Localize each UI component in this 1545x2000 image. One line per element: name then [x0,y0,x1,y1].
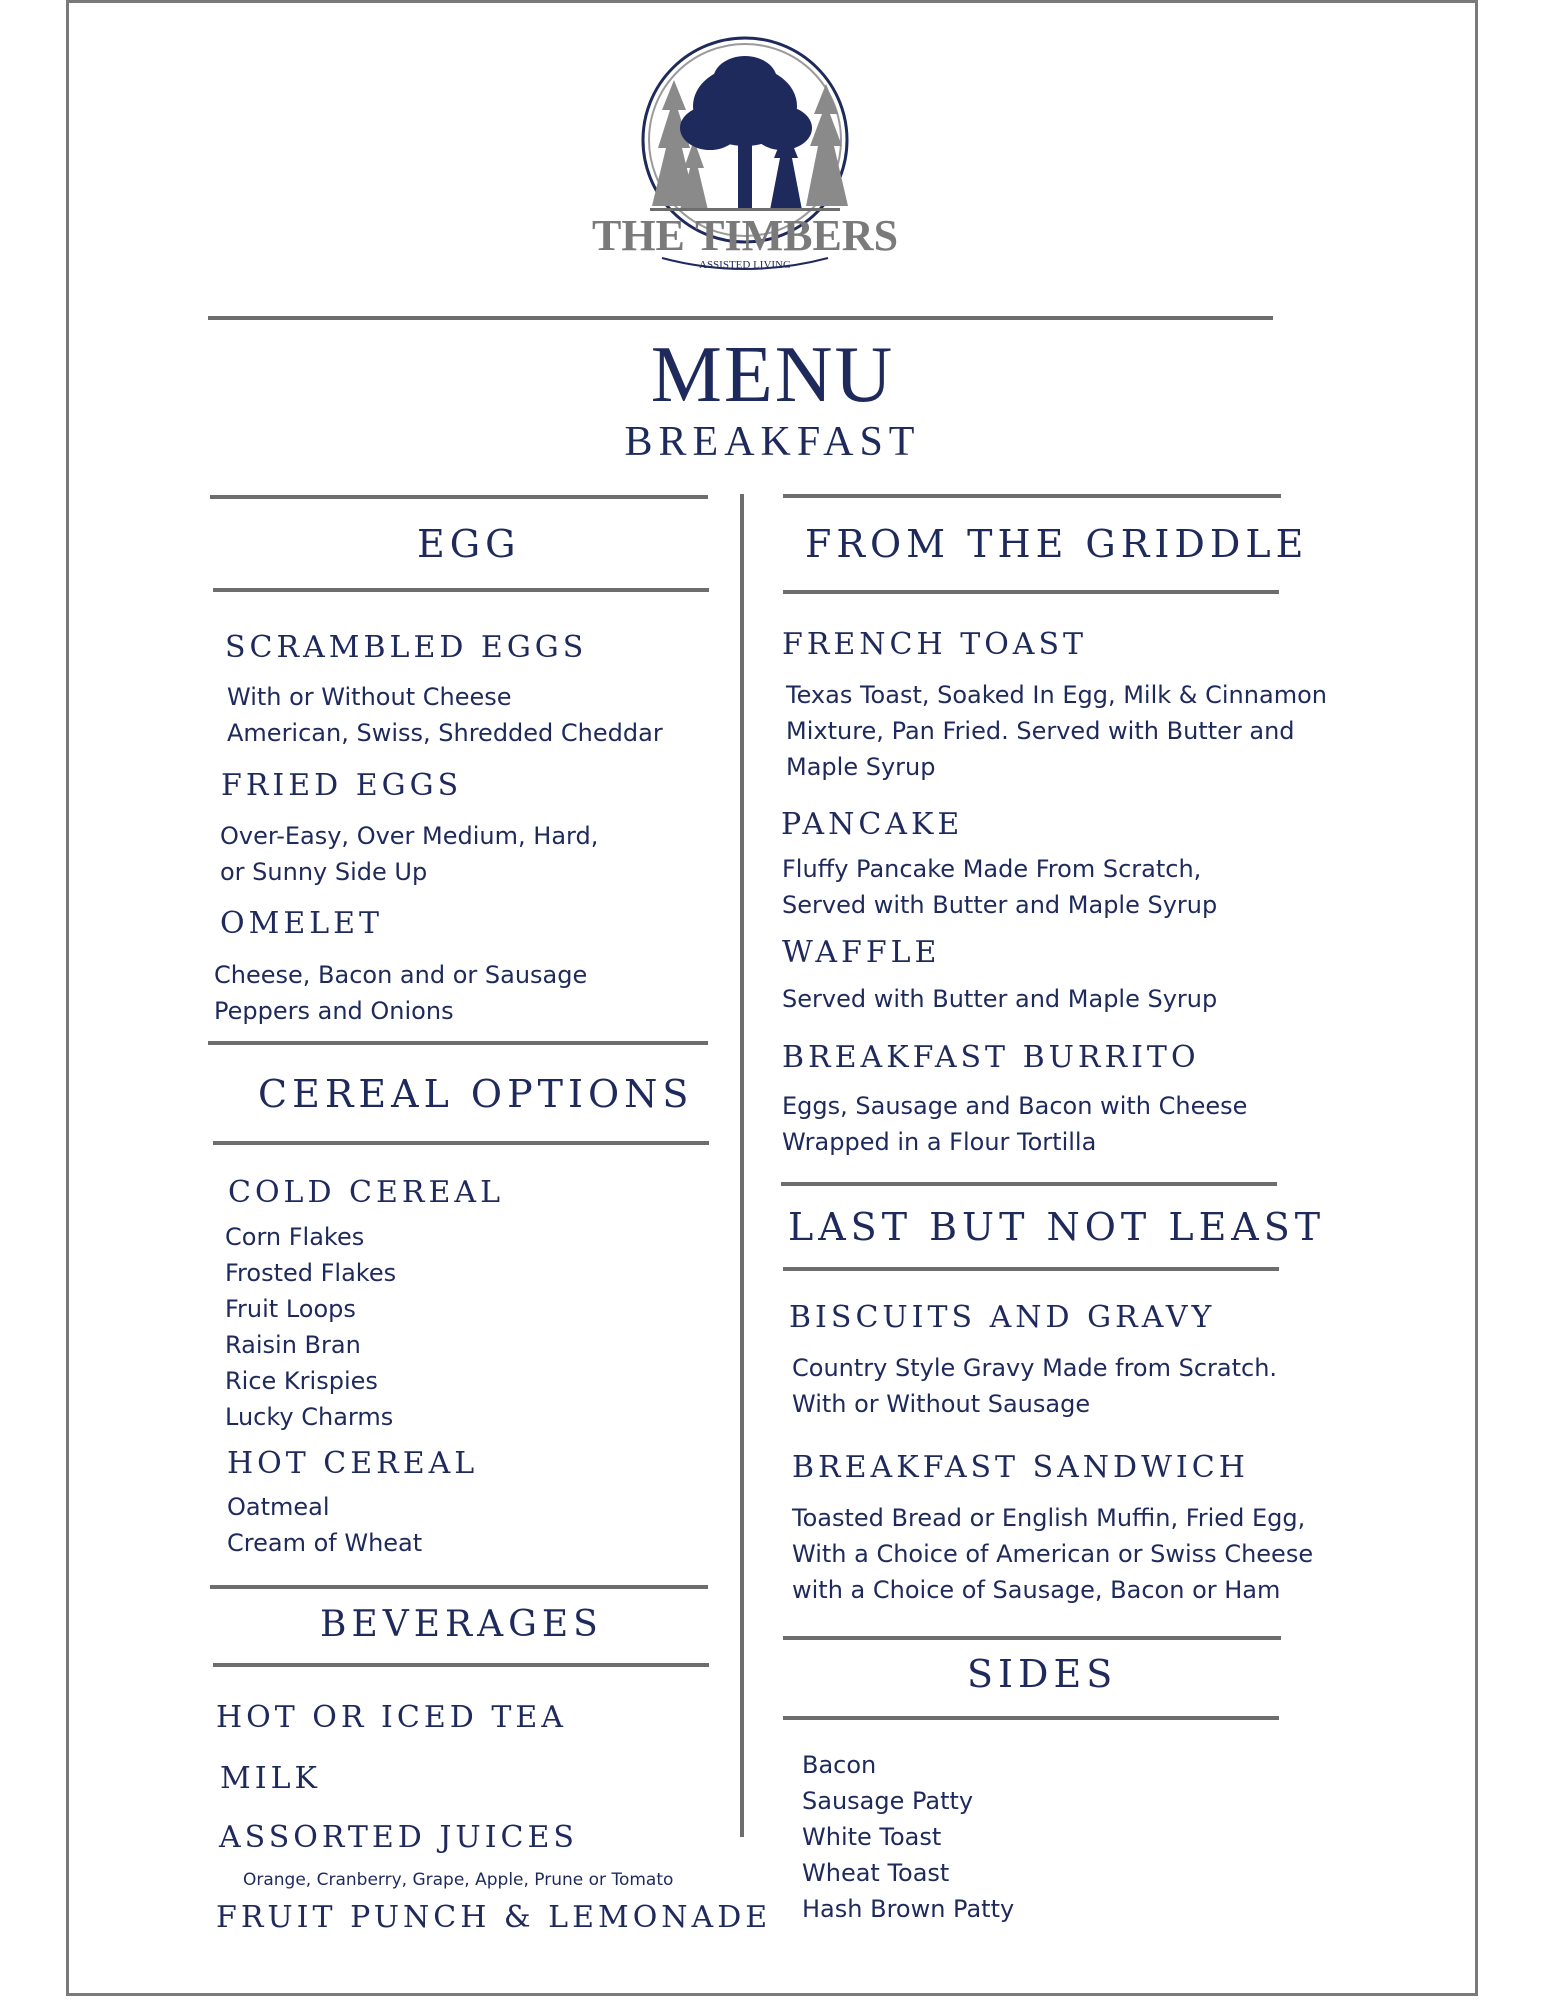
sides-list [802,1747,1014,1927]
side-item: Hash Brown Patty [802,1895,1015,1923]
side-item: Wheat Toast [802,1859,950,1887]
beverage-milk: MILK [220,1761,321,1796]
item-title-hot-cereal: HOT CEREAL [227,1446,479,1481]
desc-line: Mixture, Pan Fried. Served with Butter and [786,717,1295,745]
cereal-item: Corn Flakes [225,1223,365,1251]
beverage-assorted-juices: ASSORTED JUICES [219,1820,578,1855]
item-desc-waffle [782,981,1217,1017]
side-item: Bacon [802,1751,877,1779]
griddle-top-rule [783,494,1281,498]
desc-line: American, Swiss, Shredded Cheddar [227,719,663,747]
header-divider [208,316,1273,320]
desc-line: With or Without Sausage [792,1390,1091,1418]
desc-line: Toasted Bread or English Muffin, Fried Egg, [792,1504,1306,1532]
desc-line: Eggs, Sausage and Bacon with Cheese [782,1092,1248,1120]
desc-line: With a Choice of American or Swiss Cheese [792,1540,1314,1568]
desc-line: Fluffy Pancake Made From Scratch, [782,855,1202,883]
logo-tagline: ASSISTED LIVING [699,259,791,271]
juice-note: Orange, Cranberry, Grape, Apple, Prune or Tomato [243,1870,674,1890]
item-title-waffle: WAFFLE [782,935,941,970]
side-item: White Toast [802,1823,942,1851]
desc-line: Peppers and Onions [214,997,454,1025]
column-divider [740,494,744,1837]
item-desc-scrambled-eggs [227,679,663,751]
cereal-item: Fruit Loops [225,1295,356,1323]
desc-line: or Sunny Side Up [220,858,428,886]
side-item: Sausage Patty [802,1787,974,1815]
item-title-scrambled-eggs: SCRAMBLED EGGS [225,630,588,665]
desc-line: Texas Toast, Soaked In Egg, Milk & Cinnamon [786,681,1327,709]
item-title-breakfast-burrito: BREAKFAST BURRITO [782,1040,1200,1075]
item-title-breakfast-sandwich: BREAKFAST SANDWICH [792,1450,1249,1485]
beverage-hot-or-iced-tea: HOT OR ICED TEA [216,1700,567,1735]
item-title-biscuits-and-gravy: BISCUITS AND GRAVY [789,1300,1216,1335]
item-desc-pancake [782,851,1217,923]
desc-line: Maple Syrup [786,753,936,781]
desc-line: Over-Easy, Over Medium, Hard, [220,822,599,850]
desc-line: With or Without Cheese [227,683,512,711]
item-title-fried-eggs: FRIED EGGS [221,768,463,803]
item-title-omelet: OMELET [220,906,384,941]
desc-line: Country Style Gravy Made from Scratch. [792,1354,1278,1382]
beverages-top-rule [210,1585,708,1589]
item-title-cold-cereal: COLD CEREAL [228,1175,504,1210]
cereal-item: Raisin Bran [225,1331,361,1359]
sides-top-rule [783,1636,1281,1640]
egg-top-rule [210,495,708,499]
item-desc-french-toast [786,677,1327,785]
item-desc-omelet [214,957,587,1029]
item-desc-breakfast-sandwich [792,1500,1313,1608]
desc-line: with a Choice of Sausage, Bacon or Ham [792,1576,1281,1604]
item-desc-hot-cereal [227,1489,422,1561]
item-desc-cold-cereal [225,1219,396,1435]
last-top-rule [781,1182,1277,1186]
cereal-item: Frosted Flakes [225,1259,397,1287]
desc-line: Cheese, Bacon and or Sausage [214,961,588,989]
item-title-french-toast: FRENCH TOAST [782,627,1088,662]
item-desc-fried-eggs [220,818,598,890]
section-title-sides: SIDES [967,1652,1118,1696]
section-title-beverages: BEVERAGES [320,1604,603,1645]
logo-name: THE TIMBERS [591,211,899,260]
section-title-last: LAST BUT NOT LEAST [788,1205,1326,1249]
page-title: MENU [650,331,895,419]
griddle-bottom-rule [783,590,1279,594]
desc-line: Served with Butter and Maple Syrup [782,985,1218,1013]
desc-line: Served with Butter and Maple Syrup [782,891,1218,919]
item-title-pancake: PANCAKE [781,807,964,842]
beverage-fruit-punch-lemonade: FRUIT PUNCH & LEMONADE [216,1900,772,1935]
item-desc-breakfast-burrito [782,1088,1247,1160]
section-title-griddle: FROM THE GRIDDLE [805,522,1309,566]
cereal-item: Lucky Charms [225,1403,394,1431]
cereal-item: Cream of Wheat [227,1529,423,1557]
sides-bottom-rule [783,1716,1279,1720]
last-bottom-rule [783,1267,1279,1271]
beverages-bottom-rule [213,1663,709,1667]
page-subtitle: BREAKFAST [624,419,921,465]
cereal-bottom-rule [213,1141,709,1145]
timbers-logo [591,28,899,288]
item-desc-biscuits-and-gravy [792,1350,1277,1422]
cereal-top-rule [208,1041,708,1045]
section-title-egg: EGG [417,522,521,566]
section-title-cereal: CEREAL OPTIONS [258,1072,694,1116]
egg-bottom-rule [213,588,709,592]
cereal-item: Rice Krispies [225,1367,378,1395]
desc-line: Wrapped in a Flour Tortilla [782,1128,1097,1156]
cereal-item: Oatmeal [227,1493,330,1521]
